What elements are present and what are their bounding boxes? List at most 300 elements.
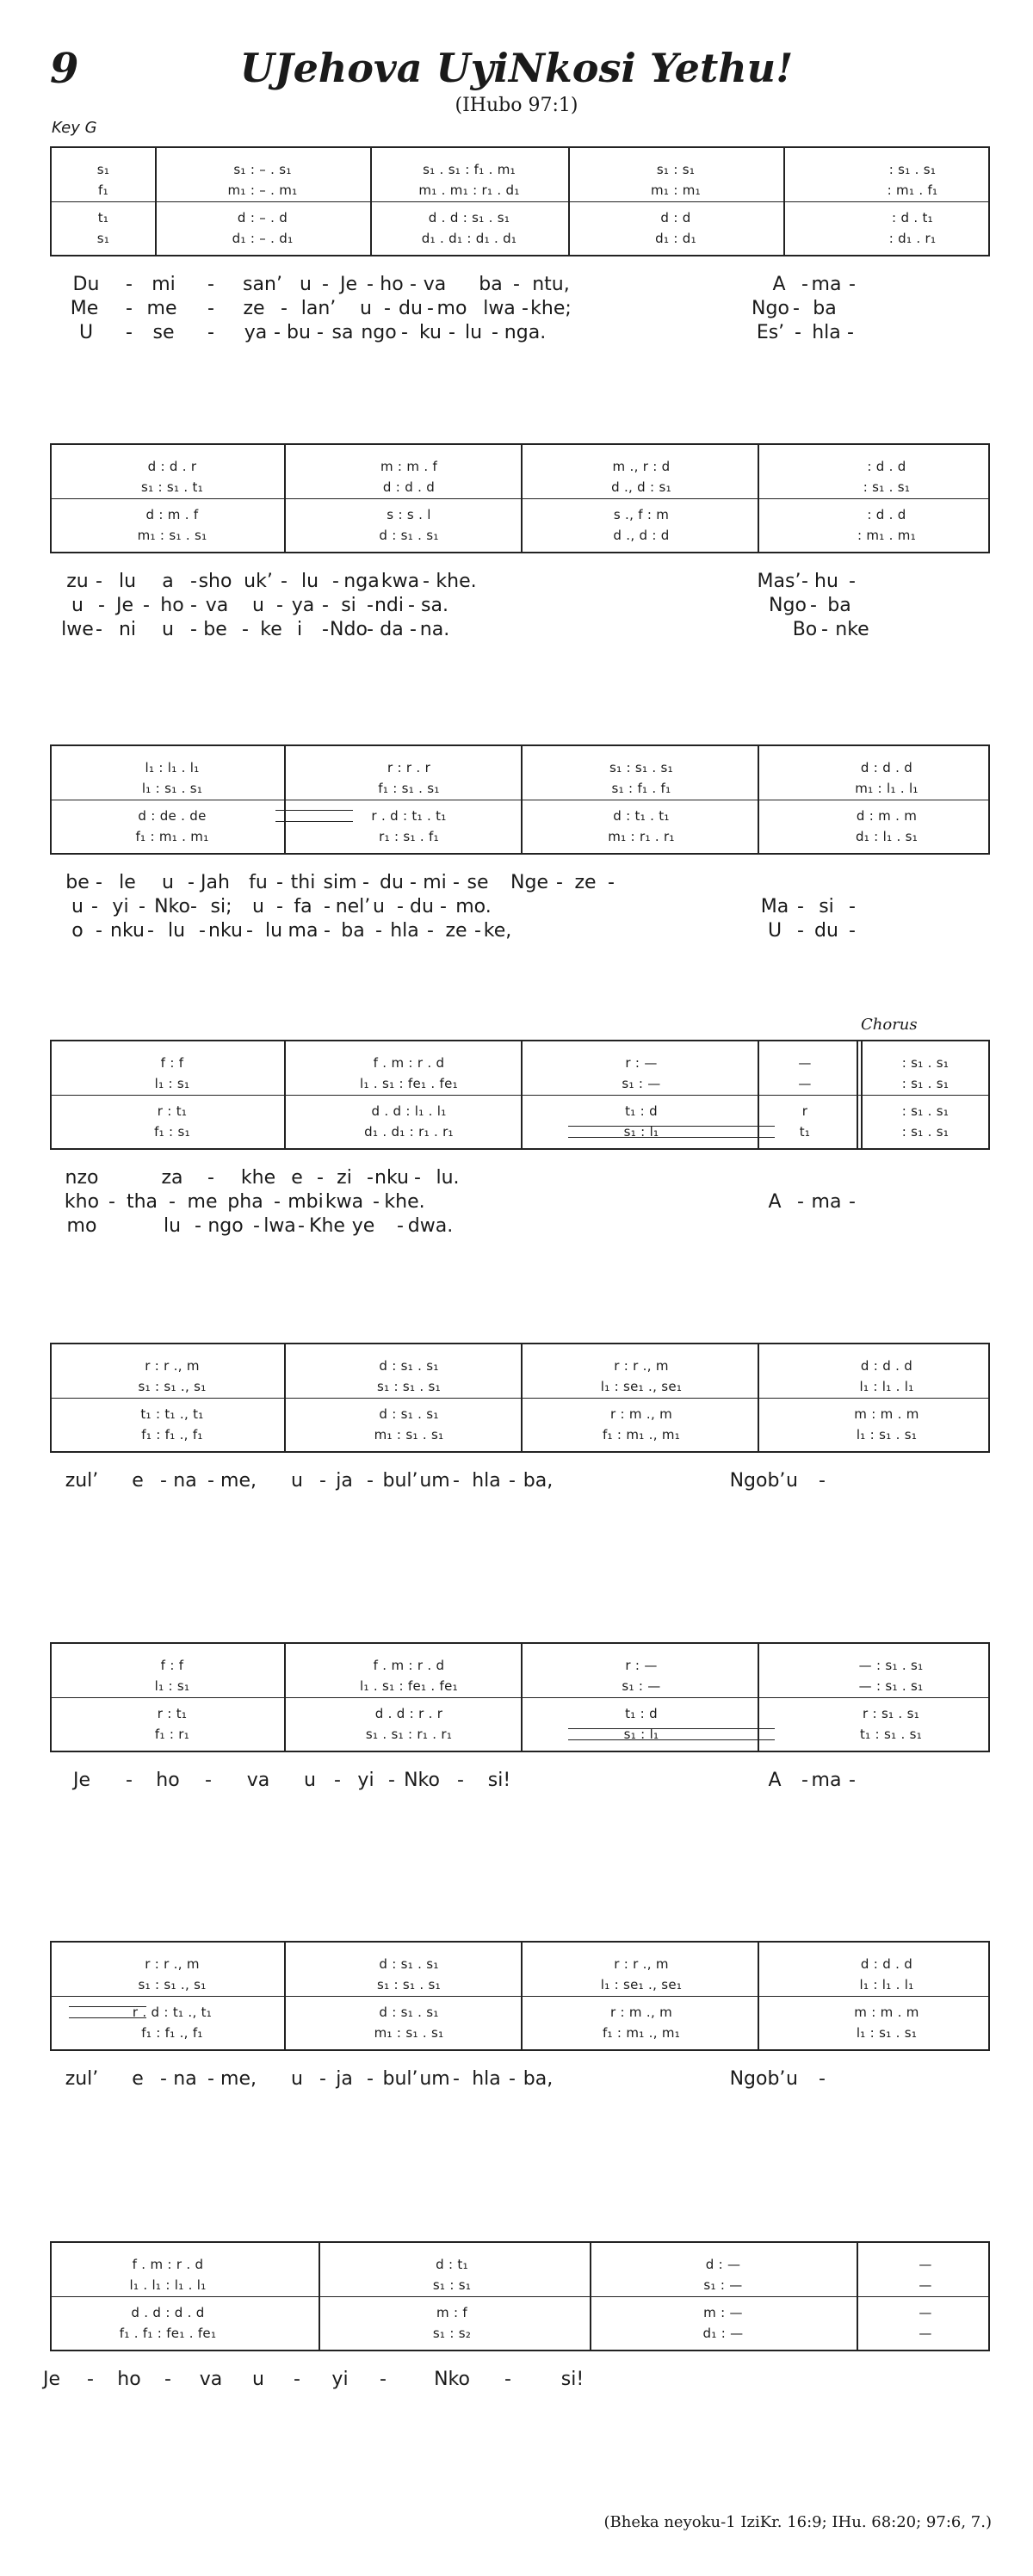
lyric-syllable: - xyxy=(453,1470,460,1492)
lyric-line-1 xyxy=(0,274,1033,298)
lyric-syllable: - xyxy=(96,571,102,592)
staff-box xyxy=(50,1642,990,1752)
lyric-syllable: khe xyxy=(240,1167,276,1189)
measure-notes: d₁ : – . d₁ xyxy=(232,231,294,246)
lyric-line-2 xyxy=(0,1191,1033,1215)
lyric-syllable: e xyxy=(132,1470,144,1492)
voice-part-4 xyxy=(52,2025,988,2044)
lyric-syllable: - xyxy=(397,896,404,917)
hymn-title: UJehova UyiNkosi Yethu! xyxy=(239,45,794,91)
lyric-syllable: - xyxy=(522,298,529,319)
lyric-syllable: hu xyxy=(814,571,838,592)
measure-notes: r₁ : s₁ . f₁ xyxy=(379,829,439,844)
lyric-syllable: na. xyxy=(419,619,450,640)
lyric-syllable: - xyxy=(332,571,339,592)
lyric-syllable: ye xyxy=(351,1215,375,1237)
measure-notes: m₁ : s₁ . s₁ xyxy=(374,2025,444,2041)
lyric-syllable: nga xyxy=(343,571,380,592)
lyric-syllable: - xyxy=(509,1470,516,1492)
lyric-syllable: - xyxy=(126,274,133,295)
measure-notes: s₁ : s₁ ., s₁ xyxy=(138,1977,207,1992)
hymn-number: 9 xyxy=(50,45,79,93)
lyric-syllable: u xyxy=(300,274,312,295)
lyric-syllable: - xyxy=(190,619,197,640)
measure-notes: d : d . d xyxy=(860,1358,913,1374)
lyric-syllable: lan’ xyxy=(300,298,337,319)
measure-notes: r : — xyxy=(625,1055,658,1071)
lyric-syllable: u xyxy=(291,1470,303,1492)
lyric-syllable: U xyxy=(767,920,782,942)
measure-notes: : s₁ . s₁ xyxy=(901,1124,949,1140)
lyric-line-1 xyxy=(0,872,1033,896)
measure-notes: — xyxy=(919,2305,932,2320)
lyric-syllable: tha xyxy=(126,1191,158,1213)
lyric-syllable: - xyxy=(126,1770,133,1791)
measure-notes: f₁ : f₁ ., f₁ xyxy=(141,2025,203,2041)
lyric-syllable: - xyxy=(414,1167,421,1189)
lyric-syllable: - xyxy=(801,1770,808,1791)
lyric-syllable: bul’ xyxy=(382,1470,418,1492)
lyric-syllable: - xyxy=(281,571,288,592)
lyric-syllable: a xyxy=(162,571,174,592)
measure-notes: : s₁ . s₁ xyxy=(863,479,911,495)
measure-notes: s₁ : s₂ xyxy=(432,2326,472,2341)
lyric-syllable: - xyxy=(319,2068,326,2090)
measure-notes: — : s₁ . s₁ xyxy=(858,1658,924,1673)
lyric-syllable: Es’ xyxy=(756,322,785,343)
slur-underline xyxy=(69,2006,146,2018)
lyric-syllable: fa xyxy=(294,896,312,917)
measure-notes: s₁ xyxy=(96,231,110,246)
lyric-syllable: sho xyxy=(198,571,232,592)
lyric-syllable: - xyxy=(410,619,417,640)
lyric-syllable: lu xyxy=(163,1215,182,1237)
lyric-line-1 xyxy=(0,1470,1033,1494)
lyric-syllable: Ngob’ xyxy=(729,1470,786,1492)
lyric-syllable: - xyxy=(169,1191,176,1213)
staff-box xyxy=(50,744,990,855)
measure-notes: f₁ : s₁ . s₁ xyxy=(378,781,440,796)
lyric-syllable: yi xyxy=(112,896,129,917)
lyric-syllable: ku xyxy=(418,322,442,343)
lyric-syllable: ho xyxy=(160,595,184,616)
lyric-syllable: ndi xyxy=(374,595,405,616)
lyric-syllable: be xyxy=(65,872,90,893)
voice-part-3 xyxy=(52,1706,988,1725)
lyric-syllable: sim xyxy=(323,872,357,893)
lyric-syllable: - xyxy=(388,1770,395,1791)
measure-notes: : m₁ . m₁ xyxy=(857,528,917,543)
measure-notes: l₁ : s₁ . s₁ xyxy=(141,781,203,796)
lyric-syllable: lu xyxy=(264,920,283,942)
lyric-syllable: - xyxy=(408,595,415,616)
measure-notes: t₁ : s₁ . s₁ xyxy=(859,1727,923,1742)
measure-notes: l₁ : s₁ xyxy=(154,1076,190,1091)
lyric-syllable: - xyxy=(367,274,374,295)
lyric-syllable: va xyxy=(246,1770,270,1791)
measure-notes: f₁ : s₁ xyxy=(154,1124,190,1140)
lyric-syllable: lwe xyxy=(61,619,94,640)
voice-part-1 xyxy=(52,162,988,181)
measure-notes: d₁ . d₁ : d₁ . d₁ xyxy=(421,231,517,246)
lyric-syllable: ya xyxy=(291,595,315,616)
lyric-syllable: - xyxy=(298,1215,305,1237)
voice-part-2 xyxy=(52,182,988,201)
measure-notes: l₁ : se₁ ., se₁ xyxy=(600,1977,683,1992)
lyric-syllable: va xyxy=(199,2369,223,2390)
lyric-syllable: ba xyxy=(479,274,503,295)
lyric-line-2 xyxy=(0,298,1033,322)
lyric-syllable: - xyxy=(797,920,804,942)
lyric-syllable: se xyxy=(467,872,489,893)
lyric-syllable: nke xyxy=(835,619,869,640)
lyric-syllable: u xyxy=(360,298,372,319)
lyric-syllable: - xyxy=(126,322,133,343)
measure-notes: f₁ . f₁ : fe₁ . fe₁ xyxy=(119,2326,217,2341)
lyric-syllable: - xyxy=(849,1770,856,1791)
voice-part-4 xyxy=(52,528,988,547)
lyric-line-2 xyxy=(0,896,1033,920)
measure-notes: d : s₁ . s₁ xyxy=(379,1406,439,1422)
lyric-syllable: nzo xyxy=(65,1167,99,1189)
lyric-syllable: - xyxy=(453,2068,460,2090)
lyric-syllable: - xyxy=(96,619,102,640)
lyric-syllable: si! xyxy=(560,2369,585,2390)
lyric-syllable: lu xyxy=(464,322,483,343)
lyric-syllable: nku xyxy=(208,920,243,942)
lyric-syllable: - xyxy=(380,2369,387,2390)
lyric-syllable: - xyxy=(453,872,460,893)
measure-notes: d . d : r . r xyxy=(374,1706,443,1721)
lyric-line-1 xyxy=(0,571,1033,595)
lyric-syllable: - xyxy=(207,1167,214,1189)
lyric-syllable: khe. xyxy=(384,1191,425,1213)
lyric-syllable: ma xyxy=(811,1770,842,1791)
lyric-syllable: fu xyxy=(249,872,268,893)
footer-reference: (Bheka neyoku-1 IziKr. 16:9; IHu. 68:20; 97:6, 7.) xyxy=(603,2513,992,2531)
measure-notes: d : d . d xyxy=(860,1956,913,1972)
lyric-syllable: - xyxy=(126,298,133,319)
lyric-syllable: me xyxy=(187,1191,218,1213)
lyric-syllable: mo. xyxy=(455,896,492,917)
lyric-syllable: ho xyxy=(117,2369,141,2390)
measure-notes: d ., d : s₁ xyxy=(611,479,671,495)
lyric-syllable: - xyxy=(384,298,391,319)
voice-part-3 xyxy=(52,2305,988,2324)
measure-notes: f . m : r . d xyxy=(373,1055,445,1071)
measure-notes: : s₁ . s₁ xyxy=(901,1103,949,1119)
measure-notes: l₁ . s₁ : fe₁ . fe₁ xyxy=(360,1678,458,1694)
lyric-syllable: Ndo xyxy=(330,619,368,640)
measure-notes: l₁ : l₁ . l₁ xyxy=(859,1379,914,1394)
measure-notes: r : r . r xyxy=(387,760,431,775)
measure-notes: s₁ : — xyxy=(622,1678,661,1694)
lyric-syllable: Du xyxy=(72,274,100,295)
lyric-syllable: - xyxy=(164,2369,171,2390)
measure-notes: m₁ : s₁ . s₁ xyxy=(137,528,207,543)
lyric-syllable: - xyxy=(281,298,288,319)
lyric-syllable: na xyxy=(173,2068,197,2090)
lyric-syllable: - xyxy=(190,896,197,917)
lyric-syllable: du xyxy=(380,872,404,893)
measure-notes: d : de . de xyxy=(138,808,207,824)
lyric-syllable: - xyxy=(608,872,615,893)
lyric-syllable: me xyxy=(146,298,177,319)
lyric-syllable: - xyxy=(246,920,253,942)
lyric-syllable: lwa xyxy=(263,1215,296,1237)
lyric-syllable: ba, xyxy=(523,1470,554,1492)
lyric-syllable: - xyxy=(317,1167,324,1189)
measure-notes: r . d : t₁ ., t₁ xyxy=(132,2005,213,2020)
voice-part-2 xyxy=(52,781,988,800)
lyric-syllable: san’ xyxy=(243,274,282,295)
lyric-syllable: kwa xyxy=(380,571,420,592)
lyric-syllable: - xyxy=(509,2068,516,2090)
voice-part-3 xyxy=(52,210,988,229)
lyric-syllable: va xyxy=(205,595,229,616)
measure-notes: d ., d : d xyxy=(613,528,670,543)
lyric-syllable: - xyxy=(849,920,856,942)
measure-notes: f . m : r . d xyxy=(373,1658,445,1673)
lyric-syllable: Je xyxy=(72,1770,91,1791)
measure-notes: r : r ., m xyxy=(614,1358,669,1374)
measure-notes: r : r ., m xyxy=(614,1956,669,1972)
measure-notes: r : s₁ . s₁ xyxy=(862,1706,920,1721)
measure-notes: d . d : d . d xyxy=(131,2305,205,2320)
lyric-syllable: mo xyxy=(66,1215,97,1237)
lyric-syllable: yi xyxy=(357,1770,374,1791)
lyric-syllable: - xyxy=(207,322,214,343)
lyric-syllable: si xyxy=(819,896,834,917)
voice-part-4 xyxy=(52,231,988,250)
lyric-syllable: ke xyxy=(260,619,282,640)
voice-part-4 xyxy=(52,2326,988,2344)
lyric-syllable: - xyxy=(797,1191,804,1213)
measure-notes: d : d . d xyxy=(382,479,436,495)
measure-notes: — xyxy=(798,1055,812,1071)
lyric-syllable: Ngo xyxy=(769,595,807,616)
lyric-syllable: khe. xyxy=(436,571,477,592)
measure-notes: t₁ : d xyxy=(625,1103,658,1119)
lyric-syllable: u xyxy=(162,872,174,893)
measure-notes: l₁ . s₁ : fe₁ . fe₁ xyxy=(360,1076,458,1091)
lyric-syllable: - xyxy=(319,1470,326,1492)
measure-notes: m : m . m xyxy=(854,1406,919,1422)
lyric-syllable: - xyxy=(91,896,98,917)
system-5 xyxy=(50,1343,990,1453)
measure-notes: m₁ : – . m₁ xyxy=(227,182,298,198)
lyric-syllable: ho xyxy=(156,1770,180,1791)
lyric-syllable: - xyxy=(147,920,154,942)
lyric-syllable: - xyxy=(375,920,382,942)
lyric-syllable: u xyxy=(786,2068,798,2090)
voice-part-1 xyxy=(52,1658,988,1677)
lyric-line-1 xyxy=(0,1167,1033,1191)
lyric-syllable: - xyxy=(188,872,195,893)
lyric-syllable: - xyxy=(207,2068,214,2090)
measure-notes: r . d : t₁ . t₁ xyxy=(371,808,447,824)
measure-notes: d : – . d xyxy=(237,210,288,225)
lyric-syllable: - xyxy=(207,1470,214,1492)
lyric-syllable: um xyxy=(419,1470,450,1492)
measure-notes: : m₁ . f₁ xyxy=(887,182,938,198)
lyric-syllable: - xyxy=(98,595,105,616)
system-7 xyxy=(50,1941,990,2051)
voice-part-3 xyxy=(52,507,988,526)
lyric-syllable: Je xyxy=(339,274,358,295)
lyric-syllable: lwa xyxy=(483,298,516,319)
lyric-syllable: - xyxy=(401,322,408,343)
lyric-syllable: ba xyxy=(813,298,837,319)
lyric-syllable: - xyxy=(139,896,145,917)
lyric-line-3 xyxy=(0,619,1033,643)
measure-notes: d : d . r xyxy=(147,459,197,474)
staff-box xyxy=(50,2241,990,2351)
lyric-syllable: ba xyxy=(827,595,851,616)
lyric-syllable: - xyxy=(819,1470,826,1492)
measure-notes: d : s₁ . s₁ xyxy=(379,1358,439,1374)
lyric-syllable: Mas’ xyxy=(757,571,801,592)
lyric-syllable: Ngo xyxy=(752,298,789,319)
voice-part-2 xyxy=(52,2277,988,2296)
lyric-syllable: e xyxy=(132,2068,144,2090)
measure-notes: f₁ : m₁ . m₁ xyxy=(135,829,209,844)
measure-notes: s ., f : m xyxy=(613,507,670,522)
lyric-syllable: ke, xyxy=(483,920,512,942)
lyric-syllable: - xyxy=(190,571,197,592)
lyric-syllable: A xyxy=(772,274,786,295)
measure-notes: d . d : l₁ . l₁ xyxy=(371,1103,447,1119)
lyric-syllable: Je xyxy=(42,2369,61,2390)
measure-notes: s₁ : s₁ . t₁ xyxy=(140,479,204,495)
lyric-syllable: mi xyxy=(152,274,176,295)
measure-notes: s₁ : — xyxy=(703,2277,743,2293)
lyric-syllable: ze xyxy=(574,872,597,893)
lyric-syllable: - xyxy=(199,920,206,942)
lyric-line-3 xyxy=(0,920,1033,944)
staff-divider xyxy=(52,1095,988,1096)
lyric-syllable: Nge xyxy=(510,872,548,893)
lyric-syllable: - xyxy=(410,872,417,893)
lyric-syllable: u xyxy=(71,896,84,917)
voice-part-1 xyxy=(52,760,988,779)
lyric-syllable: Bo xyxy=(792,619,818,640)
lyric-syllable: lu xyxy=(300,571,319,592)
measure-notes: d : t₁ xyxy=(436,2257,468,2272)
measure-notes: r : t₁ xyxy=(157,1103,188,1119)
lyric-syllable: - xyxy=(195,1215,201,1237)
measure-notes: f₁ : m₁ ., m₁ xyxy=(602,2025,681,2041)
lyric-syllable: - xyxy=(324,896,331,917)
measure-notes: l₁ : s₁ . s₁ xyxy=(856,2025,918,2041)
system-3 xyxy=(50,744,990,855)
lyric-syllable: bu xyxy=(287,322,311,343)
measure-notes: : d₁ . r₁ xyxy=(888,231,937,246)
lyric-syllable: u xyxy=(373,896,385,917)
lyric-syllable: ze xyxy=(445,920,467,942)
lyric-syllable: sa xyxy=(331,322,354,343)
lyric-syllable: nga. xyxy=(504,322,547,343)
lyric-syllable: - xyxy=(373,1191,380,1213)
lyric-syllable: - xyxy=(276,595,283,616)
lyric-syllable: thi xyxy=(290,872,316,893)
lyric-syllable: u xyxy=(291,2068,303,2090)
voice-part-1 xyxy=(52,2257,988,2276)
measure-notes: d₁ : — xyxy=(702,2326,744,2341)
lyric-syllable: i xyxy=(296,619,303,640)
measure-notes: s₁ : s₁ xyxy=(656,162,696,177)
measure-notes: m₁ : r₁ . r₁ xyxy=(608,829,675,844)
staff-box xyxy=(50,1941,990,2051)
measure-notes: r : m ., m xyxy=(609,2005,673,2020)
measure-notes: m₁ . m₁ : r₁ . d₁ xyxy=(418,182,520,198)
measure-notes: — : s₁ . s₁ xyxy=(858,1678,924,1694)
measure-notes: : s₁ . s₁ xyxy=(888,162,937,177)
staff-box xyxy=(50,146,990,256)
lyric-syllable: Nko xyxy=(434,2369,470,2390)
measure-notes: d . d : s₁ . s₁ xyxy=(428,210,510,225)
measure-notes: m : m . f xyxy=(380,459,438,474)
lyric-syllable: za xyxy=(161,1167,183,1189)
measure-notes: s₁ : s₁ . s₁ xyxy=(609,760,673,775)
measure-notes: r xyxy=(801,1103,808,1119)
scripture-reference: (IHubo 97:1) xyxy=(455,95,578,116)
lyric-syllable: ni xyxy=(118,619,137,640)
lyric-syllable: lu xyxy=(118,571,137,592)
lyric-syllable: mi xyxy=(423,872,447,893)
lyric-syllable: - xyxy=(556,872,563,893)
lyric-syllable: u xyxy=(252,896,264,917)
lyric-syllable: Je xyxy=(115,595,134,616)
lyric-syllable: Khe xyxy=(309,1215,345,1237)
lyric-syllable: ja xyxy=(336,1470,353,1492)
voice-part-4 xyxy=(52,829,988,848)
lyric-syllable: - xyxy=(492,322,498,343)
measure-notes: : s₁ . s₁ xyxy=(901,1055,949,1071)
lyric-syllable: na xyxy=(173,1470,197,1492)
lyric-syllable: se xyxy=(152,322,175,343)
staff-box xyxy=(50,443,990,553)
lyric-syllable: - xyxy=(367,2068,374,2090)
measure-notes: t₁ xyxy=(97,210,109,225)
measure-notes: s₁ : l₁ xyxy=(623,1124,659,1140)
measure-notes: s₁ : s₁ . s₁ xyxy=(377,1977,441,1992)
system-2 xyxy=(50,443,990,553)
lyric-syllable: va xyxy=(423,274,447,295)
voice-part-2 xyxy=(52,1076,988,1095)
lyric-syllable: u xyxy=(252,2369,264,2390)
lyric-syllable: u xyxy=(304,1770,316,1791)
lyric-syllable: hla xyxy=(472,2068,501,2090)
lyric-syllable: zul’ xyxy=(65,1470,99,1492)
voice-part-1 xyxy=(52,1956,988,1975)
lyric-syllable: pha xyxy=(227,1191,263,1213)
lyric-syllable: du xyxy=(410,896,434,917)
measure-notes: d : s₁ . s₁ xyxy=(379,1956,439,1972)
lyric-syllable: - xyxy=(849,274,856,295)
lyric-syllable: nku xyxy=(110,920,145,942)
lyric-syllable: du xyxy=(399,298,423,319)
measure-notes: l₁ : s₁ xyxy=(154,1678,190,1694)
lyric-syllable: me, xyxy=(220,1470,257,1492)
lyric-syllable: Nko xyxy=(154,896,190,917)
staff-divider xyxy=(52,1697,988,1698)
lyric-syllable: zi xyxy=(337,1167,352,1189)
measure-notes: t₁ xyxy=(799,1124,811,1140)
measure-notes: d : — xyxy=(705,2257,741,2272)
measure-notes: s₁ : s₁ ., s₁ xyxy=(138,1379,207,1394)
measure-notes: l₁ . l₁ : l₁ . l₁ xyxy=(129,2277,207,2293)
